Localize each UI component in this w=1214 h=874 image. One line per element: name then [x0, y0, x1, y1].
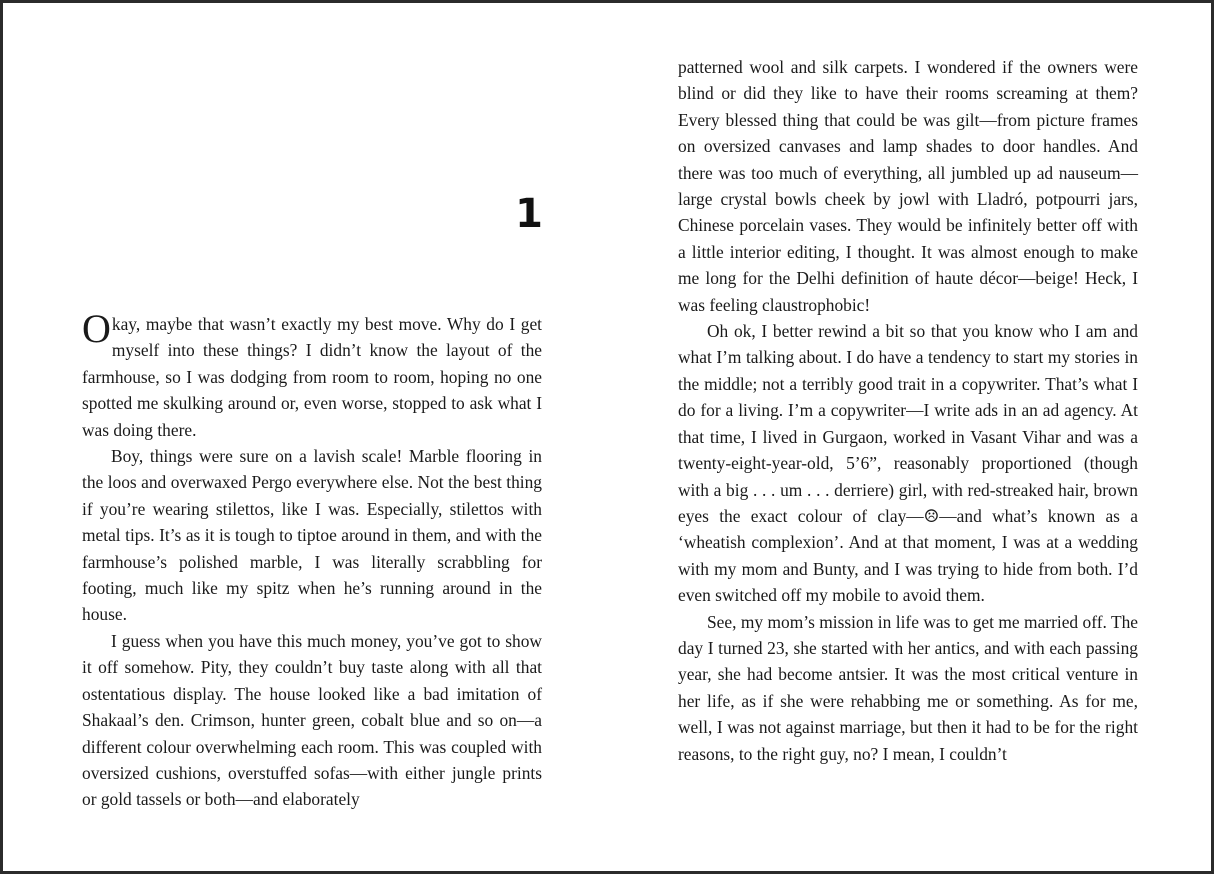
opening-paragraph	[82, 306, 542, 443]
paragraph: Boy, things were sure on a lavish scale! Marble flooring in the loos and overwaxed Pergo everywhere else. Not the best thing if you’re wearing stilettos, like I was. Especially, stilettos with metal tips. It’s as it is tough to tiptoe around in them, and with the farmhouse’s polished marble, I was literally scrabbling for footing, much like my spitz when he’s running around in the house.	[82, 446, 542, 625]
right-page	[678, 54, 1138, 767]
paragraph: I guess when you have this much money, you’ve got to show it off somehow. Pity, they couldn’t buy taste along with all that ostentatious display. The house looked like a bad imitation of Shakaal’s den. Crimson, hunter green, cobalt blue and so on—a different colour overwhelming each room. This was coupled with oversized cushions, overstuffed sofas—with either jungle prints or gold tassels or both—and elaborately	[82, 630, 542, 810]
drop-cap: O	[82, 306, 111, 351]
chapter-number: 1	[515, 191, 543, 237]
opening-paragraph-text: kay, maybe that wasn’t exactly my best move. Why do I get myself into these things? I didn’t know the layout of the farmhouse, so I was dodging from room to room, hoping no one spotted me skulking around or, even worse, stopped to ask what I was doing there.	[82, 314, 542, 440]
paragraph: See, my mom’s mission in life was to get me married off. The day I turned 23, she started with her antics, and with each passing year, she had become antsier. It was the most critical venture in her life, as if she were rehabbing me or something. As for me, well, I was not against marriage, but then it had to be for the right reasons, to the right guy, no? I mean, I couldn’t	[678, 611, 1138, 764]
left-page	[82, 306, 542, 813]
continued-paragraph: patterned wool and silk carpets. I wondered if the owners were blind or did they like to have their rooms screaming at them? Every blessed thing that could be was gilt—from picture frames on oversized canvases and lamp shades to door handles. And there was too much of everything, all jumbled up ad nauseum—large crystal bowls cheek by jowl with Lladró, potpourri jars, Chinese porcelain vases. They would be infinitely better off with a little interior editing, I thought. It was almost enough to make me long for the Delhi definition of haute décor—beige! Heck, I was feeling claustrophobic!	[678, 57, 1138, 315]
paragraph: Oh ok, I better rewind a bit so that you know who I am and what I’m talking about. I do have a tendency to start my stories in the middle; not a terribly good trait in a copywriter. That’s what I do for a living. I’m a copywriter—I write ads in an ad agency. At that time, I lived in Gurgaon, worked in Vasant Vihar and was a twenty-eight-year-old, 5’6”, reasonably proportioned (though with a big . . . um . . . derriere) girl, with red-streaked hair, brown eyes the exact colour of clay—☹—and what’s known as a ‘wheatish complexion’. And at that moment, I was at a wedding with my mom and Bunty, and I was trying to hide from both. I’d even switched off my mobile to avoid them.	[678, 321, 1138, 606]
